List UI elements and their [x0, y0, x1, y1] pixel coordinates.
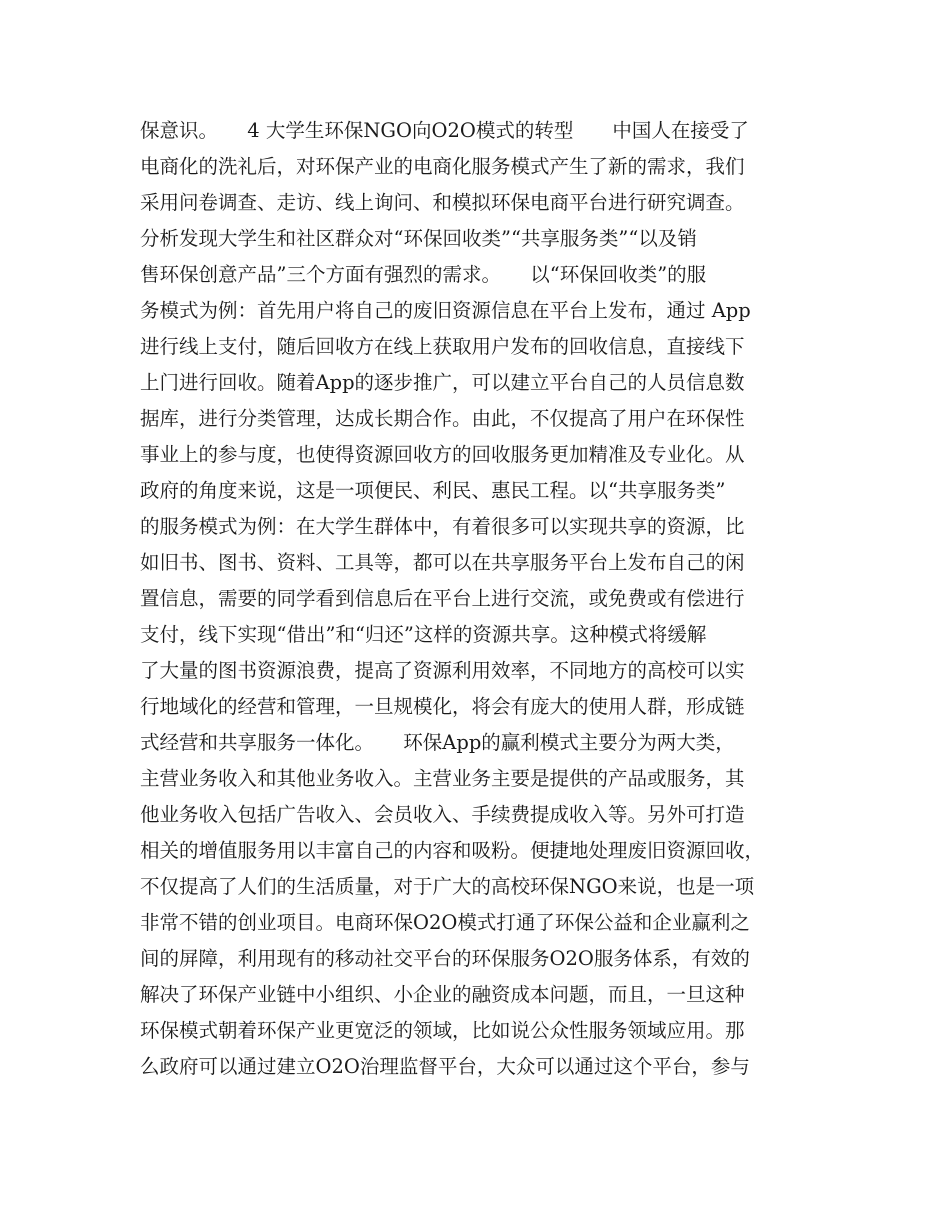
text-line: 如旧书、图书、资料、工具等，都可以在共享服务平台上发布自己的闲: [140, 551, 745, 574]
text-line: 的服务模式为例：在大学生群体中，有着很多可以实现共享的资源，比: [140, 515, 745, 538]
text-line: 分析发现大学生和社区群众对“环保回收类”“共享服务类”“以及销: [140, 227, 697, 250]
text-line: 相关的增值服务用以丰富自己的内容和吸粉。便捷地处理废旧资源回收，: [140, 839, 765, 862]
text-line: 置信息，需要的同学看到信息后在平台上进行交流，或免费或有偿进行: [140, 587, 745, 610]
text-line: 主营业务收入和其他业务收入。主营业务主要是提供的产品或服务，其: [140, 767, 745, 790]
text-line: 非常不错的创业项目。电商环保O2O模式打通了环保公益和企业赢利之: [140, 911, 750, 934]
text-line: 么政府可以通过建立O2O治理监督平台，大众可以通过这个平台，参与: [140, 1055, 750, 1078]
text-line: 式经营和共享服务一体化。 环保App的赢利模式主要分为两大类，: [140, 731, 735, 754]
text-line: 间的屏障，利用现有的移动社交平台的环保服务O2O服务体系，有效的: [140, 947, 750, 970]
text-line: 上门进行回收。随着App的逐步推广，可以建立平台自己的人员信息数: [140, 371, 745, 394]
text-line: 据库，进行分类管理，达成长期合作。由此，不仅提高了用户在环保性: [140, 407, 745, 430]
body-text: [140, 113, 820, 1085]
text-line: 不仅提高了人们的生活质量，对于广大的高校环保NGO来说，也是一项: [140, 875, 755, 898]
text-line: 政府的角度来说，这是一项便民、利民、惠民工程。以“共享服务类”: [140, 479, 726, 502]
text-line: 事业上的参与度，也使得资源回收方的回收服务更加精准及专业化。从: [140, 443, 745, 466]
text-line: 采用问卷调查、走访、线上询问、和模拟环保电商平台进行研究调查。: [140, 191, 745, 214]
text-line: 进行线上支付，随后回收方在线上获取用户发布的回收信息，直接线下: [140, 335, 745, 358]
text-line: 售环保创意产品”三个方面有强烈的需求。 以“环保回收类”的服: [140, 263, 707, 286]
text-line: 他业务收入包括广告收入、会员收入、手续费提成收入等。另外可打造: [140, 803, 745, 826]
text-line: 解决了环保产业链中小组织、小企业的融资成本问题，而且，一旦这种: [140, 983, 745, 1006]
text-line: 行地域化的经营和管理，一旦规模化，将会有庞大的使用人群，形成链: [140, 695, 745, 718]
text-line: 了大量的图书资源浪费，提高了资源利用效率，不同地方的高校可以实: [140, 659, 745, 682]
text-line: 保意识。 4 大学生环保NGO向O2O模式的转型 中国人在接受了: [140, 119, 749, 142]
text-line: 支付，线下实现“借出”和“归还”这样的资源共享。这种模式将缓解: [140, 623, 707, 646]
text-line: 环保模式朝着环保产业更宽泛的领域，比如说公众性服务领域应用。那: [140, 1019, 745, 1042]
text-line: 电商化的洗礼后，对环保产业的电商化服务模式产生了新的需求，我们: [140, 155, 745, 178]
text-line: 务模式为例：首先用户将自己的废旧资源信息在平台上发布，通过 App: [140, 299, 751, 322]
